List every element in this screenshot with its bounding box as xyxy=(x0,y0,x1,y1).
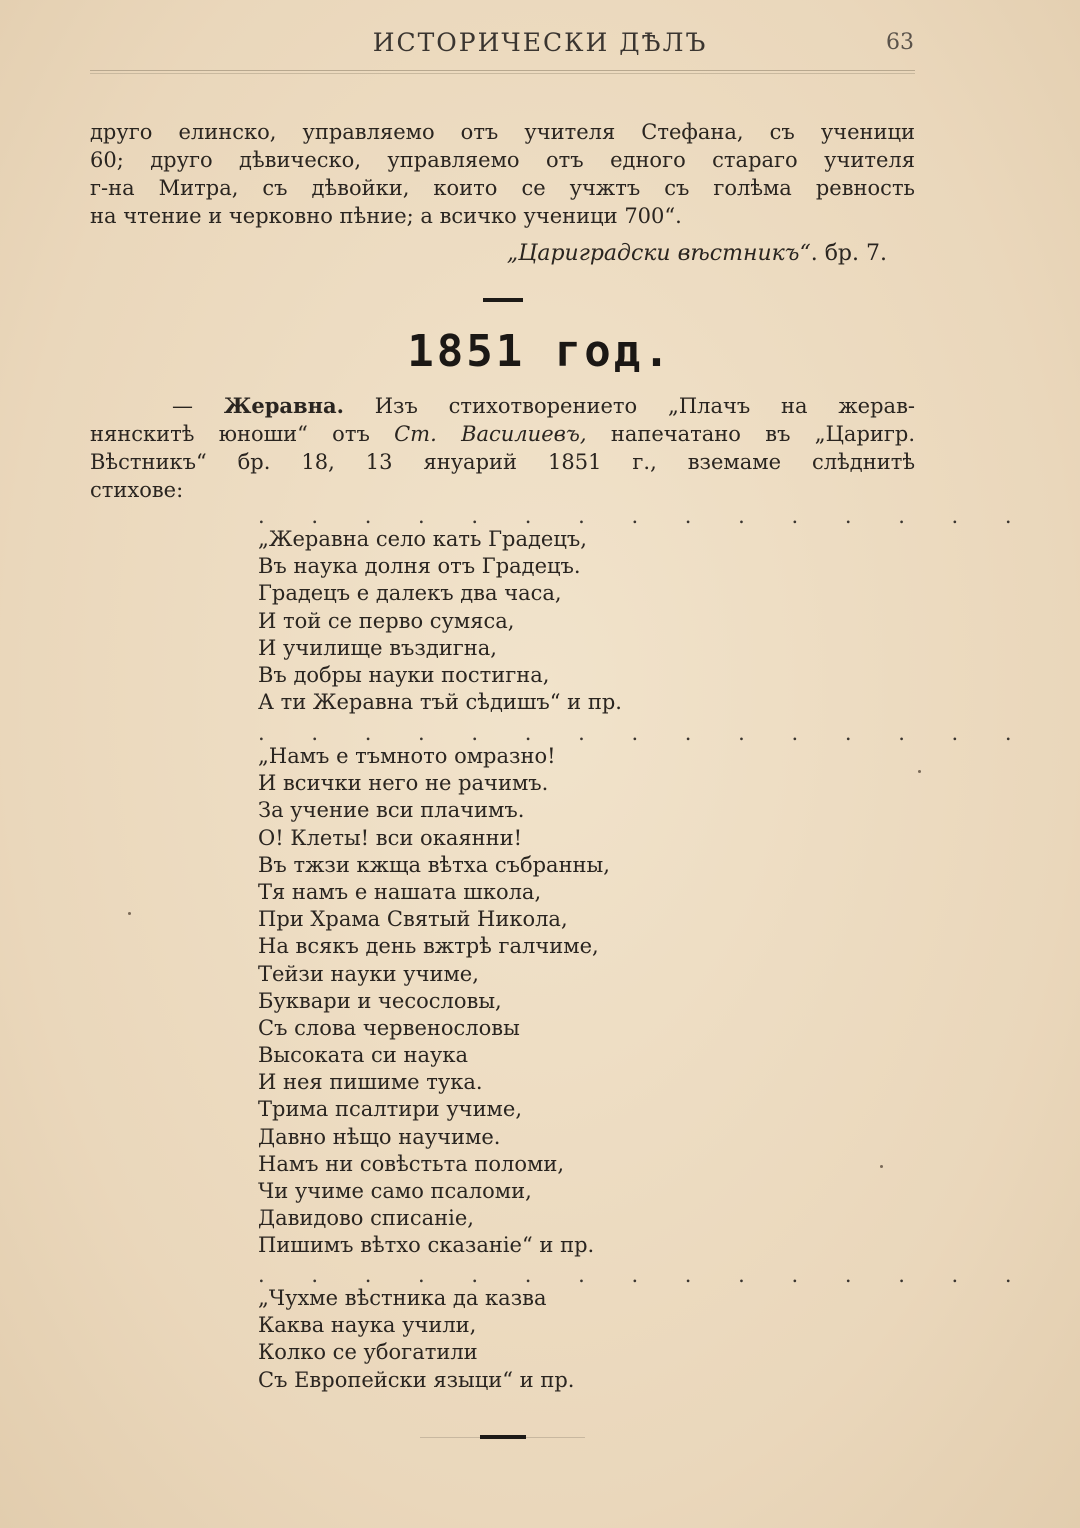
verse-line: Въ наука долня отъ Градецъ. xyxy=(258,554,581,579)
ellipsis-row: . . . . . . . . . . . . . . . xyxy=(258,1263,1032,1287)
verse-line: Давидово списаніе, xyxy=(258,1206,474,1231)
paper-speck xyxy=(128,912,131,915)
verse-line: Буквари и чесословы, xyxy=(258,988,502,1013)
verse-line: Пишимъ вѣтхо сказаніе“ и пр. xyxy=(258,1233,595,1258)
verse-line: „Чухме вѣстника да казва xyxy=(258,1286,547,1310)
verse-line: При Храма Святый Никола, xyxy=(258,907,568,932)
verse-line: И всички него не рачимъ. xyxy=(258,771,549,796)
intro-paragraph xyxy=(90,392,915,504)
verse-line: И той се перво сумяса, xyxy=(258,608,515,633)
paragraph-line: на чтение и черковно пѣние; а всичко ученици 700“. xyxy=(90,204,682,228)
intro-line: стихове: xyxy=(90,478,184,502)
header-rule xyxy=(90,70,915,74)
paragraph-line: друго елинско, управляемо отъ учителя Стефана, съ ученици xyxy=(90,120,915,144)
intro-text: нянскитѣ юноши“ отъ xyxy=(90,422,395,446)
intro-line: Вѣстникъ“ бр. 18, 13 януарий 1851 г., вземаме слѣднитѣ xyxy=(90,450,915,474)
paragraph-line: г-на Митра, съ дѣвойки, които се учжтъ съ голѣма ревность xyxy=(90,176,915,200)
ellipsis-row: . . . . . . . . . . . . . . . xyxy=(258,504,1032,528)
footer-divider xyxy=(480,1435,526,1439)
verse-line: Въ добры науки постигна, xyxy=(258,662,550,687)
verse-line: За учение вси плачимъ. xyxy=(258,798,525,823)
running-header-title: ИСТОРИЧЕСКИ ДѢЛЪ xyxy=(372,28,708,57)
verse-line: И нея пишиме тука. xyxy=(258,1070,483,1095)
intro-text: напечатано въ „Царигр. xyxy=(586,422,916,446)
opening-paragraph xyxy=(90,118,915,230)
verse-line: Каква наука учили, xyxy=(258,1313,477,1338)
verse-line: Съ слова червенословы xyxy=(258,1015,520,1040)
paper-speck xyxy=(918,770,921,773)
place-name: Жеравна. xyxy=(223,393,344,418)
stanza-3 xyxy=(258,1263,1032,1394)
section-divider xyxy=(483,298,523,302)
verse-line: А ти Жеравна тъй сѣдишъ“ и пр. xyxy=(258,690,622,715)
verse-line: О! Клеты! вси окаянни! xyxy=(258,825,523,850)
paragraph-line: 60; друго дѣвическо, управляемо отъ едного стараго учителя xyxy=(90,148,915,172)
verse-line: На всякъ день вжтрѣ галчиме, xyxy=(258,934,599,959)
year-heading: 1851 год. xyxy=(407,326,673,377)
source-title: „Цариградски вѣстникъ“ xyxy=(506,241,811,266)
paper-speck xyxy=(880,1165,883,1168)
intro-dash: — xyxy=(172,394,224,418)
verse-line: Давно нѣщо научиме. xyxy=(258,1124,501,1149)
verse-line: И училище въздигна, xyxy=(258,635,497,660)
intro-text: Изъ стихотворението „Плачъ на жерав- xyxy=(343,394,915,418)
verse-line: Тя намъ е нашата школа, xyxy=(258,879,542,904)
verse-line: Съ Европейски языци“ и пр. xyxy=(258,1367,575,1392)
verse-line: „Намъ е тъмното омразно! xyxy=(258,744,556,768)
stanza-2 xyxy=(258,721,1032,1260)
verse-line: Намъ ни совѣстьта поломи, xyxy=(258,1151,565,1176)
intro-line xyxy=(90,392,915,420)
ellipsis-row: . . . . . . . . . . . . . . . xyxy=(258,721,1032,745)
verse-line: Трима псалтири учиме, xyxy=(258,1097,522,1122)
verse-line: Тейзи науки учиме, xyxy=(258,961,479,986)
stanza-1 xyxy=(258,504,1032,716)
verse-line: „Жеравна село кать Градецъ, xyxy=(258,527,587,551)
author-name: Ст. Василиевъ, xyxy=(394,422,587,446)
verse-line: Колко се убогатили xyxy=(258,1340,478,1365)
verse-line: Въ тжзи кжща вѣтха събранны, xyxy=(258,852,610,877)
page-number: 63 xyxy=(886,30,914,55)
verse-line: Чи учиме само псаломи, xyxy=(258,1179,532,1203)
intro-line xyxy=(90,420,915,448)
source-citation xyxy=(507,241,887,266)
verse-line: Градецъ е далекъ два часа, xyxy=(258,581,562,606)
source-issue: . бр. 7. xyxy=(810,241,887,266)
verse-line: Высоката си наука xyxy=(258,1043,468,1068)
